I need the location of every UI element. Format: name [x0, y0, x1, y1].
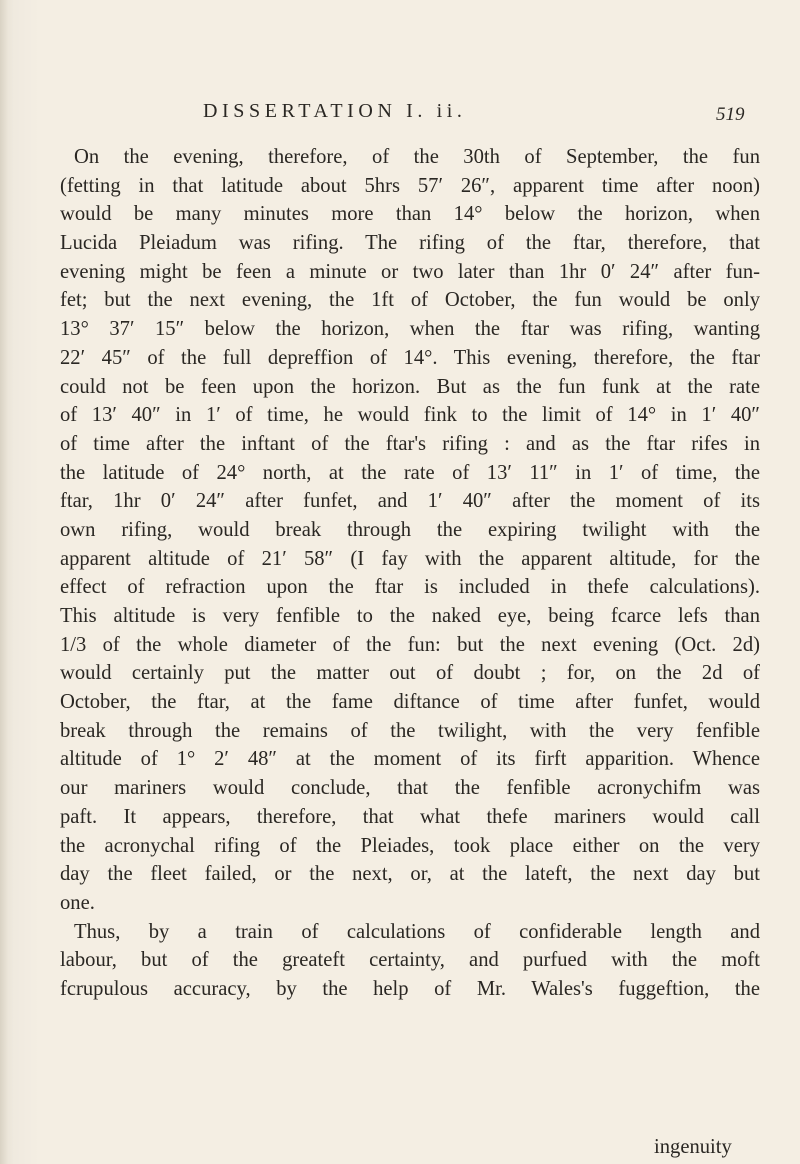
text-line: of 13′ 40″ in 1′ of time, he would fink to the limit of 14° in 1′ 40″ — [60, 404, 760, 427]
text-line: could not be feen upon the horizon. But as the fun funk at the rate — [60, 375, 760, 398]
text-line: Lucida Pleiadum was rifing. The rifing of the ftar, therefore, that — [60, 232, 760, 255]
text-line: fcrupulous accuracy, by the help of Mr. Wales's fuggeftion, the — [60, 977, 760, 1000]
text-line: our mariners would conclude, that the fenfible acronychifm was — [60, 777, 760, 800]
text-line: apparent altitude of 21′ 58″ (I fay with the apparent altitude, for the — [60, 547, 760, 570]
text-line: one. — [60, 891, 95, 914]
binding-edge — [0, 0, 14, 1164]
text-line: altitude of 1° 2′ 48″ at the moment of its firft apparition. Whence — [60, 748, 760, 771]
text-line: of time after the inftant of the ftar's rifing : and as the ftar rifes in — [60, 432, 760, 455]
text-line: the acronychal rifing of the Pleiades, took place either on the very — [60, 834, 760, 857]
text-line: paft. It appears, therefore, that what thefe mariners would call — [60, 805, 760, 828]
text-line: 1/3 of the whole diameter of the fun: but the next evening (Oct. 2d) — [60, 633, 760, 656]
text-line: This altitude is very fenfible to the naked eye, being fcarce lefs than — [60, 605, 760, 627]
text-line: would certainly put the matter out of doubt ; for, on the 2d of — [60, 662, 760, 685]
catchword: ingenuity — [654, 1136, 732, 1158]
text-line: evening might be feen a minute or two later than 1hr 0′ 24″ after fun- — [60, 260, 760, 283]
text-line: day the fleet failed, or the next, or, at the lateft, the next day but — [60, 863, 760, 886]
page-number: 519 — [716, 104, 745, 125]
running-head: DISSERTATION I. ii. — [203, 100, 467, 122]
text-line: (fetting in that latitude about 5hrs 57′ 26″, apparent time after noon) — [60, 174, 760, 197]
text-line: 13° 37′ 15″ below the horizon, when the ftar was rifing, wanting — [60, 318, 760, 341]
text-line: labour, but of the greateft certainty, and purfued with the moft — [60, 949, 760, 972]
text-line: October, the ftar, at the fame diftance of time after funfet, would — [60, 691, 760, 714]
text-line: effect of refraction upon the ftar is included in thefe calculations). — [60, 576, 760, 599]
text-line: the latitude of 24° north, at the rate of 13′ 11″ in 1′ of time, the — [60, 461, 760, 484]
body-text — [60, 143, 760, 1004]
text-line: ftar, 1hr 0′ 24″ after funfet, and 1′ 40″ after the moment of its — [60, 490, 760, 513]
text-line: fet; but the next evening, the 1ft of October, the fun would be only — [60, 289, 760, 312]
text-line: Thus, by a train of calculations of confiderable length and — [74, 920, 760, 943]
text-line: own rifing, would break through the expiring twilight with the — [60, 518, 760, 541]
text-line: would be many minutes more than 14° below the horizon, when — [60, 203, 760, 226]
text-line: 22′ 45″ of the full depreffion of 14°. This evening, therefore, the ftar — [60, 346, 760, 369]
text-line: break through the remains of the twilight, with the very fenfible — [60, 719, 760, 742]
text-line: On the evening, therefore, of the 30th of September, the fun — [74, 146, 760, 168]
